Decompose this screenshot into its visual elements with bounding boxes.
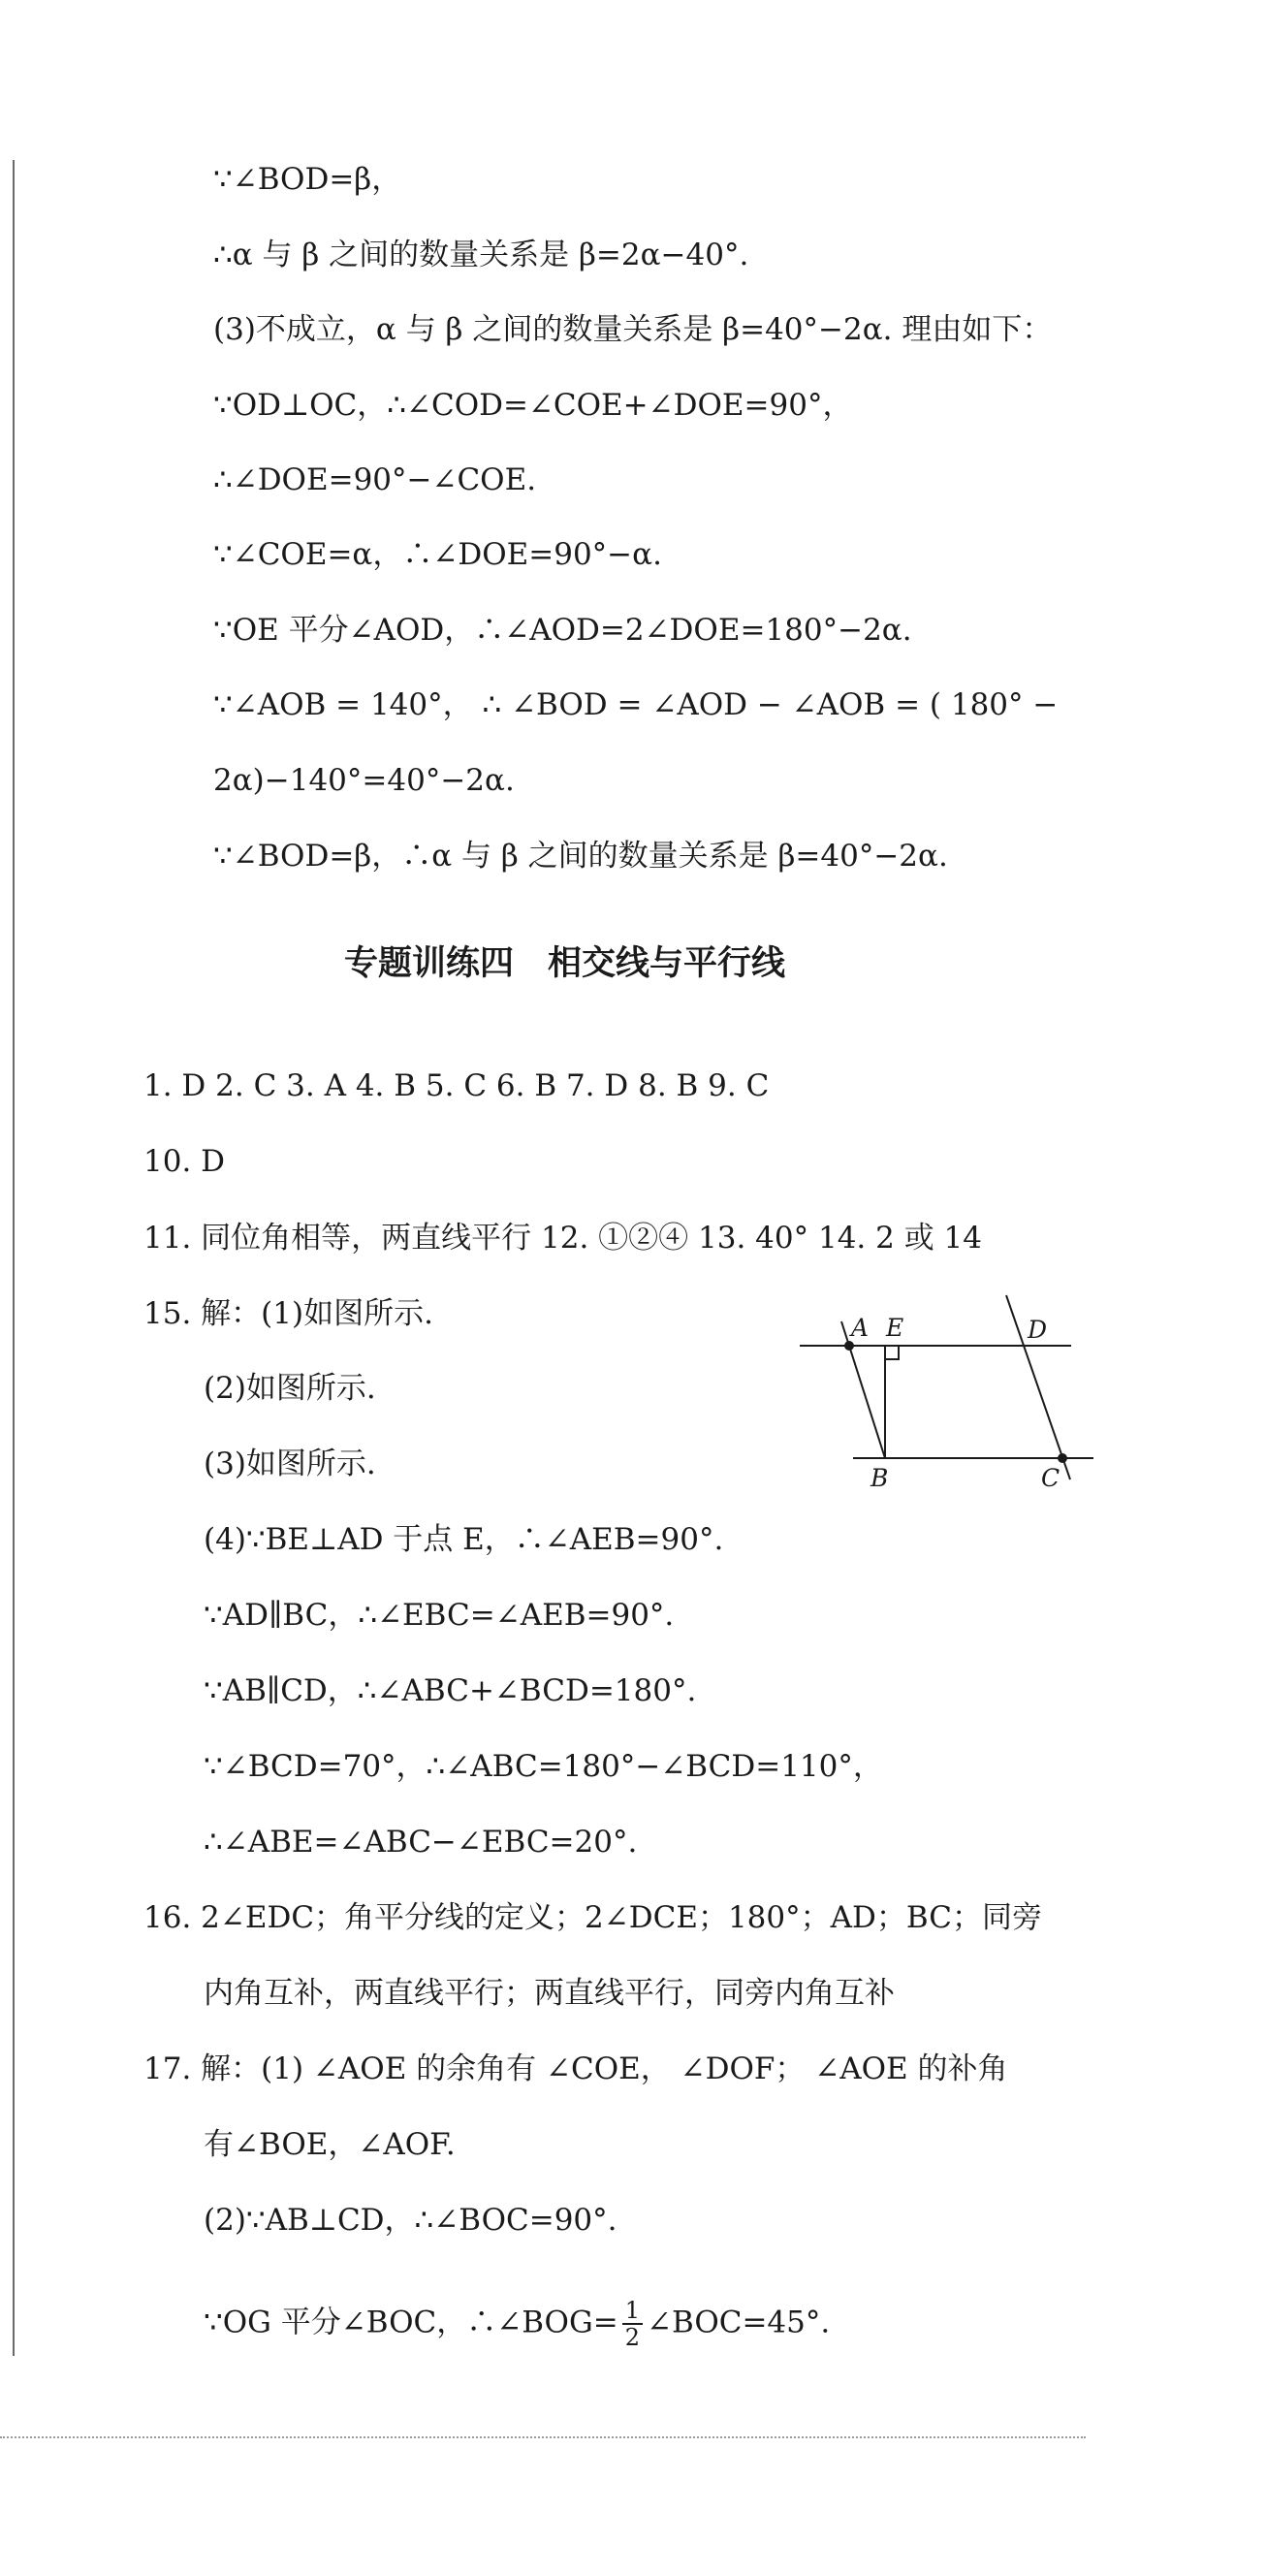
line-3: (3)不成立，α 与 β 之间的数量关系是 β=40°−2α. 理由如下： xyxy=(213,312,1053,347)
line-8: ∵∠AOB = 140°， ∴ ∠BOD = ∠AOD − ∠AOB = ( 180° − xyxy=(213,687,1059,722)
line-1: ∵∠BOD=β， xyxy=(213,162,402,197)
line-9: 2α)−140°=40°−2α. xyxy=(213,763,515,798)
line-2: ∴α 与 β 之间的数量关系是 β=2α−40°. xyxy=(213,238,749,272)
label-a: A xyxy=(851,1314,870,1342)
margin-line xyxy=(13,160,15,2356)
line-6: ∵∠COE=α，∴∠DOE=90°−α. xyxy=(213,537,662,572)
answer-line-16: (2)∵AB⊥CD，∴∠BOC=90°. xyxy=(204,2203,617,2238)
fraction-numerator: 1 xyxy=(622,2298,643,2325)
line-5: ∴∠DOE=90°−∠COE. xyxy=(213,462,537,497)
line-4: ∵OD⊥OC，∴∠COD=∠COE+∠DOE=90°， xyxy=(213,388,853,423)
label-c: C xyxy=(1041,1464,1060,1492)
answer-line-1: 1. D 2. C 3. A 4. B 5. C 6. B 7. D 8. B 9. C xyxy=(143,1068,770,1103)
fraction-one-half xyxy=(622,2298,643,2350)
answer-line-11: ∴∠ABE=∠ABC−∠EBC=20°. xyxy=(204,1825,638,1860)
answer-line-9: ∵AB∥CD，∴∠ABC+∠BCD=180°. xyxy=(204,1673,697,1708)
bottom-dotted-rule xyxy=(0,2436,1086,2438)
answer-line-15: 有∠BOE，∠AOF. xyxy=(204,2127,456,2162)
answer-line-6: (3)如图所示. xyxy=(204,1447,376,1481)
right-angle-mark xyxy=(885,1346,899,1359)
label-b: B xyxy=(870,1464,889,1492)
geometry-figure xyxy=(795,1288,1115,1496)
answer-line-7: (4)∵BE⊥AD 于点 E，∴∠AEB=90°. xyxy=(204,1522,724,1557)
point-a xyxy=(844,1341,854,1351)
answer-line-10: ∵∠BCD=70°，∴∠ABC=180°−∠BCD=110°， xyxy=(204,1749,883,1784)
line-10: ∵∠BOD=β，∴α 与 β 之间的数量关系是 β=40°−2α. xyxy=(213,839,948,874)
answer-line-8: ∵AD∥BC，∴∠EBC=∠AEB=90°. xyxy=(204,1598,675,1633)
line-17-start: ∵OG 平分∠BOC，∴∠BOG= xyxy=(204,2305,618,2340)
answer-line-5: (2)如图所示. xyxy=(204,1371,376,1406)
label-d: D xyxy=(1028,1316,1048,1344)
section-title: 专题训练四 相交线与平行线 xyxy=(344,944,786,983)
answer-line-12: 16. 2∠EDC；角平分线的定义；2∠DCE；180°；AD；BC；同旁 xyxy=(143,1900,1042,1935)
point-c xyxy=(1058,1453,1067,1463)
fraction-denominator: 2 xyxy=(624,2324,640,2351)
answer-line-4: 15. 解：(1)如图所示. xyxy=(143,1296,433,1331)
label-e: E xyxy=(886,1314,904,1342)
answer-line-2: 10. D xyxy=(143,1144,226,1179)
answer-line-14: 17. 解：(1) ∠AOE 的余角有 ∠COE， ∠DOF； ∠AOE 的补角 xyxy=(143,2051,1008,2086)
answer-line-17 xyxy=(204,2298,830,2350)
line-7: ∵OE 平分∠AOD，∴∠AOD=2∠DOE=180°−2α. xyxy=(213,613,912,648)
line-17-end: ∠BOC=45°. xyxy=(646,2305,831,2340)
answer-line-13: 内角互补，两直线平行；两直线平行，同旁内角互补 xyxy=(204,1976,895,2011)
answer-line-3: 11. 同位角相等，两直线平行 12. ①②④ 13. 40° 14. 2 或 14 xyxy=(143,1221,983,1256)
